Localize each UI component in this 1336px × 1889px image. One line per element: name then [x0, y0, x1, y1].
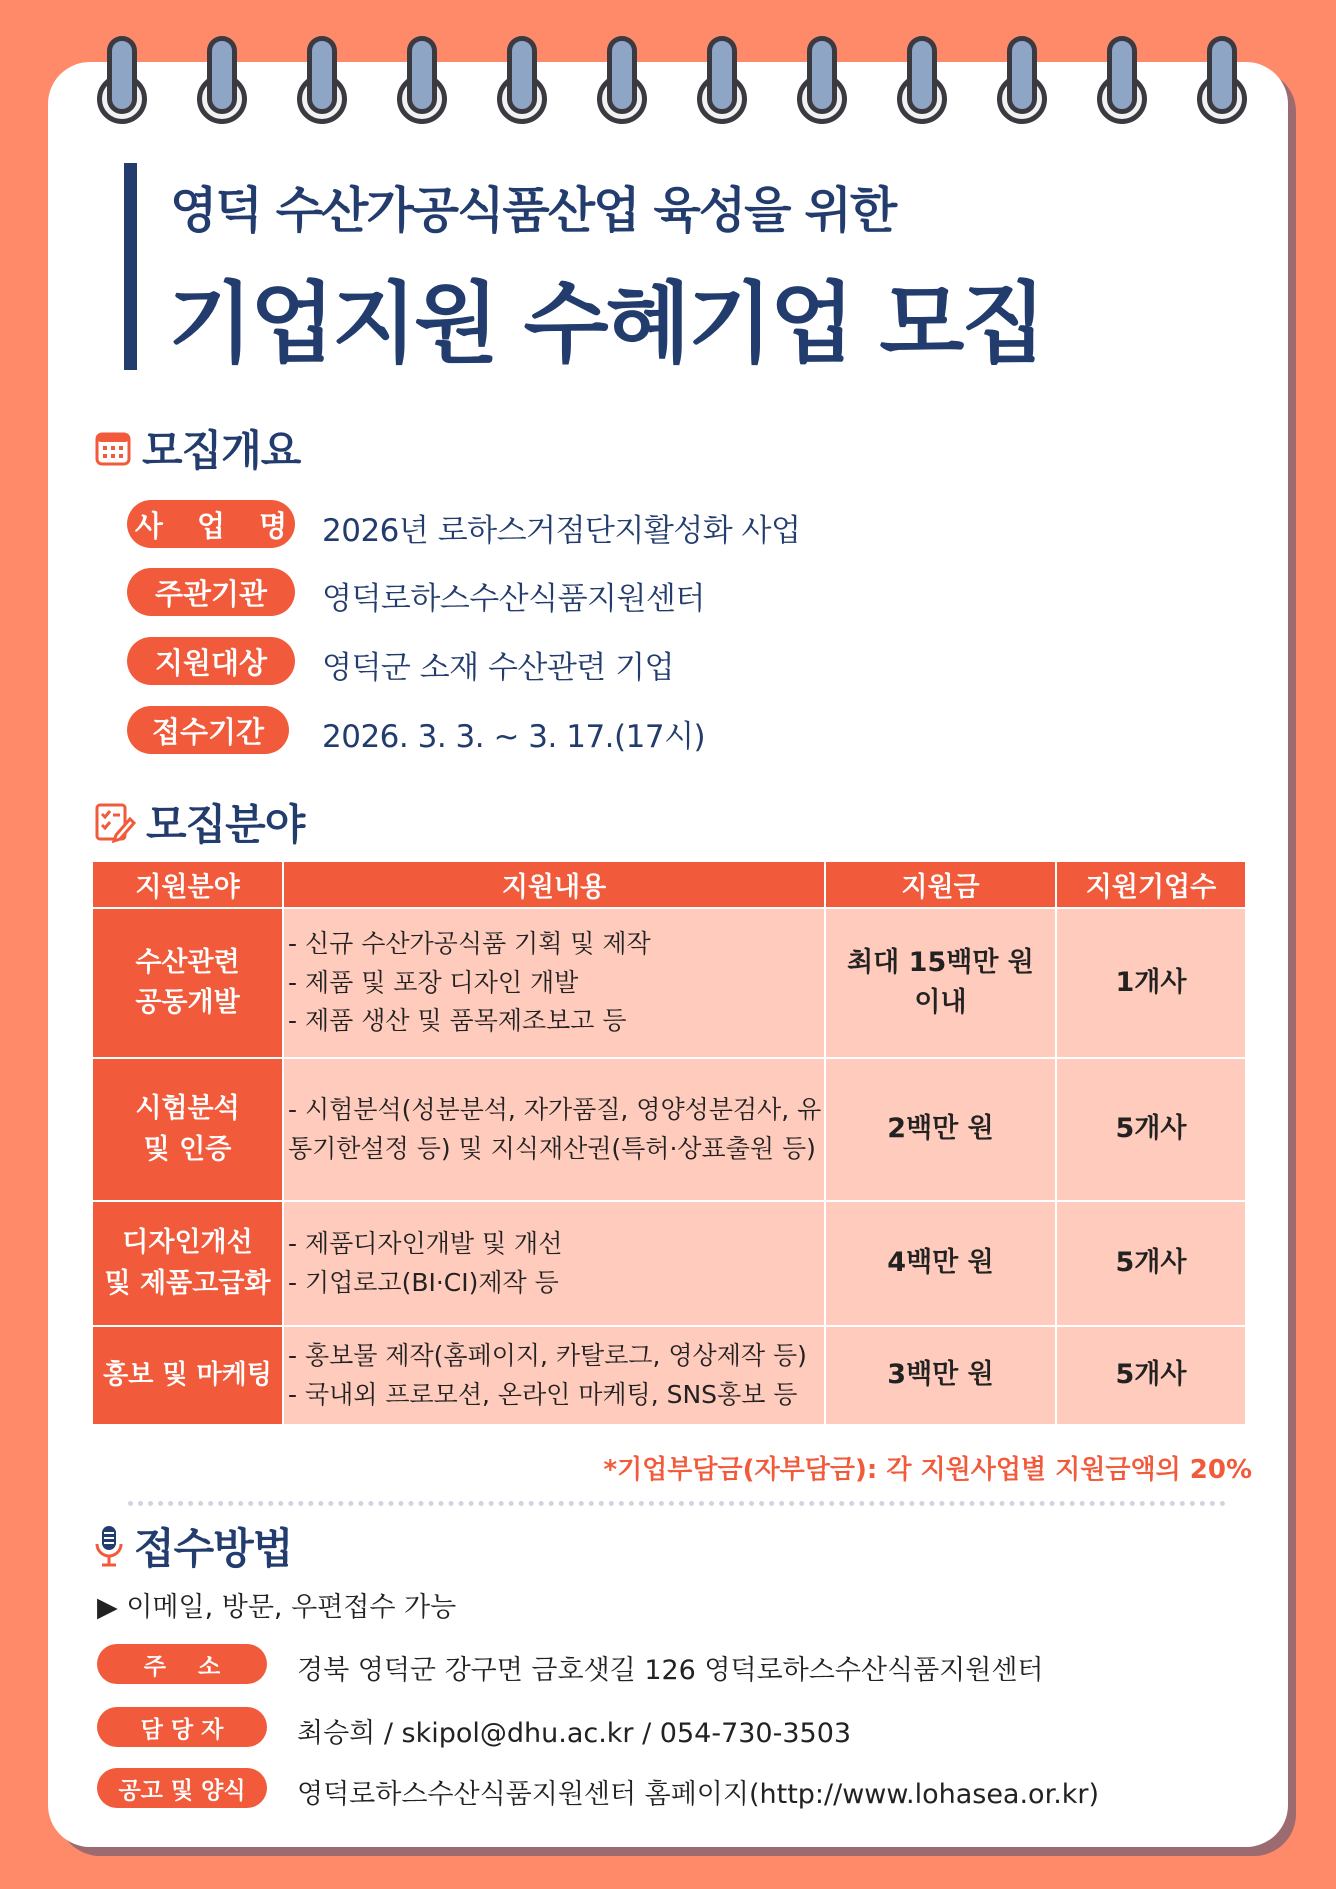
column-header: 지원내용 [283, 862, 825, 908]
label-address: 주 소 [97, 1644, 267, 1684]
table-row [93, 908, 1245, 1058]
application-methods: ▶ 이메일, 방문, 우편접수 가능 [97, 1592, 457, 1623]
row-amount: 최대 15백만 원 이내 [825, 908, 1056, 1058]
label-target: 지원대상 [127, 637, 295, 685]
binding-ring [897, 36, 947, 124]
value-notice-forms: 영덕로하스수산식품지원센터 홈페이지(http://www.lohasea.or.kr) [297, 1779, 1100, 1810]
table-header-row [93, 862, 1245, 908]
section-overview-heading [94, 418, 300, 478]
binding-ring [797, 36, 847, 124]
title-accent-bar [124, 163, 137, 370]
self-pay-note: *기업부담금(자부담금): 각 지원사업별 지원금액의 20% [603, 1455, 1252, 1485]
calendar-icon [94, 429, 132, 467]
label-project-name: 사 업 명 [127, 500, 295, 548]
row-content: - 홍보물 제작(홈페이지, 카탈로그, 영상제작 등) - 국내외 프로모션, 온라인 마케팅, SNS홍보 등 [283, 1326, 825, 1424]
section-application-heading [94, 1516, 292, 1576]
row-amount: 2백만 원 [825, 1058, 1056, 1201]
row-category: 시험분석 및 인증 [93, 1058, 283, 1201]
table-row [93, 1058, 1245, 1201]
row-content: - 신규 수산가공식품 기획 및 제작 - 제품 및 포장 디자인 개발 - 제품 생산 및 품목제조보고 등 [283, 908, 825, 1058]
row-category: 수산관련 공동개발 [93, 908, 283, 1058]
column-header: 지원기업수 [1056, 862, 1245, 908]
binding-ring [997, 36, 1047, 124]
row-count: 5개사 [1056, 1326, 1245, 1424]
row-amount: 4백만 원 [825, 1201, 1056, 1326]
row-content: - 제품디자인개발 및 개선 - 기업로고(BI·CI)제작 등 [283, 1201, 825, 1326]
section-fields-title: 모집분야 [146, 800, 305, 849]
label-organizer: 주관기관 [127, 568, 295, 616]
subtitle: 영덕 수산가공식품산업 육성을 위한 [170, 182, 896, 239]
value-project-name: 2026년 로하스거점단지활성화 사업 [322, 513, 801, 549]
row-amount: 3백만 원 [825, 1326, 1056, 1424]
label-period: 접수기간 [127, 706, 289, 754]
column-header: 지원분야 [93, 862, 283, 908]
value-period: 2026. 3. 3. ~ 3. 17.(17시) [322, 719, 706, 755]
row-count: 5개사 [1056, 1058, 1245, 1201]
checklist-pen-icon [94, 801, 136, 843]
table-row [93, 1326, 1245, 1424]
binding-ring [597, 36, 647, 124]
binding-ring [1097, 36, 1147, 124]
label-contact-person: 담 당 자 [97, 1707, 267, 1747]
value-address: 경북 영덕군 강구면 금호샛길 126 영덕로하스수산식품지원센터 [297, 1655, 1044, 1686]
section-overview-title: 모집개요 [142, 426, 301, 475]
row-count: 1개사 [1056, 908, 1245, 1058]
value-target: 영덕군 소재 수산관련 기업 [322, 650, 674, 686]
row-count: 5개사 [1056, 1201, 1245, 1326]
binding-ring [297, 36, 347, 124]
row-category: 홍보 및 마케팅 [93, 1326, 283, 1424]
value-organizer: 영덕로하스수산식품지원센터 [322, 581, 705, 617]
section-fields-heading [94, 792, 304, 852]
label-notice-forms: 공고 및 양식 [97, 1768, 267, 1808]
binding-ring [97, 36, 147, 124]
binding-ring [197, 36, 247, 124]
support-fields-table [93, 862, 1245, 1424]
microphone-icon [94, 1524, 124, 1568]
page-title: 기업지원 수혜기업 모집 [168, 272, 1044, 375]
section-application-title: 접수방법 [134, 1524, 293, 1573]
binding-ring [1197, 36, 1247, 124]
value-contact-person: 최승희 / skipol@dhu.ac.kr / 054-730-3503 [297, 1718, 852, 1749]
table-row [93, 1201, 1245, 1326]
dotted-divider [128, 1501, 1226, 1506]
row-content: - 시험분석(성분분석, 자가품질, 영양성분검사, 유 통기한설정 등) 및 지식재산권(특허·상표출원 등) [283, 1058, 825, 1201]
binding-ring [697, 36, 747, 124]
binding-ring [397, 36, 447, 124]
column-header: 지원금 [825, 862, 1056, 908]
binding-ring [497, 36, 547, 124]
row-category: 디자인개선 및 제품고급화 [93, 1201, 283, 1326]
